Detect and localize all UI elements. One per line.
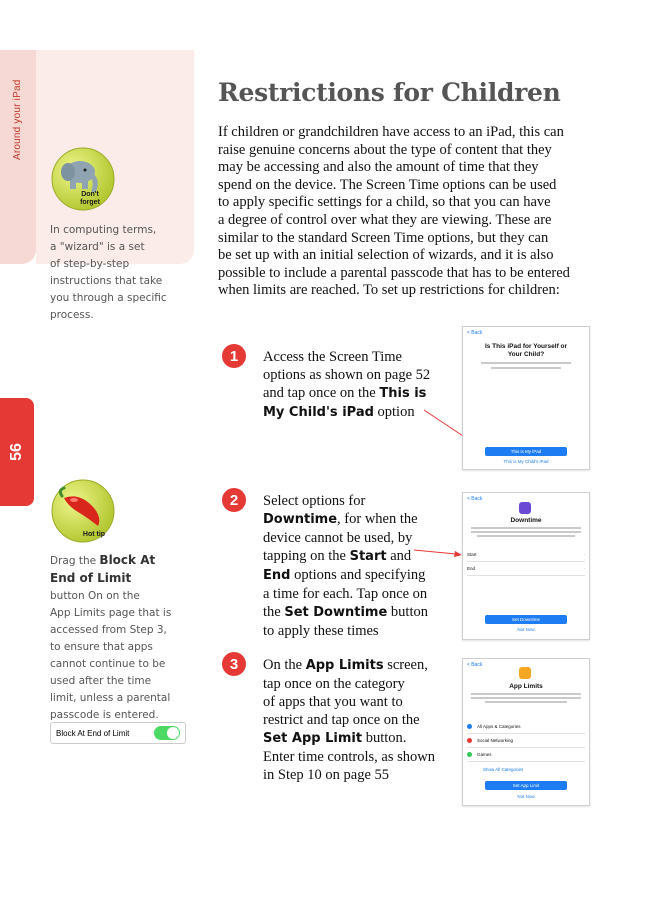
step-line: tap once on the category (263, 676, 405, 692)
intro-line: spend on the device. The Screen Time options can be used (218, 176, 557, 193)
step-bold: Set Downtime (284, 605, 388, 620)
step-line (263, 729, 447, 748)
dont-forget-line: a "wizard" is a set (50, 241, 145, 253)
button-label: Set Downtime (511, 617, 540, 622)
screen-title: Downtime (510, 517, 542, 524)
row-value: · (583, 552, 585, 557)
step-span: button (390, 604, 428, 620)
step-span: the (263, 604, 281, 620)
hot-tip-line: passcode is entered. (50, 709, 159, 721)
dont-forget-line: you through a specific (50, 292, 167, 304)
not-now-link: Not Now (517, 794, 535, 799)
step-bold: This is (379, 386, 427, 401)
intro-line: be set up with an initial selection of wizards, and it is also (218, 247, 554, 264)
step-line: device cannot be used, by (263, 530, 413, 546)
row-label: Start (467, 552, 477, 557)
screen-desc-line (471, 527, 581, 529)
step-1-number: 1 (222, 344, 246, 368)
intro-paragraph (218, 124, 598, 300)
back-link: < Back (467, 496, 483, 502)
step-bold: My Child's iPad (263, 405, 374, 420)
screenshot-downtime (462, 492, 590, 640)
downtime-icon (519, 502, 531, 514)
step-line: options as shown on page 52 (263, 367, 431, 383)
screen-desc-line (481, 362, 571, 364)
button-label: Set App Limit (512, 783, 540, 788)
step-bold: Start (349, 549, 387, 564)
button-label: This is My iPad (510, 449, 542, 454)
step-bold: Set App Limit (263, 731, 363, 746)
hot-tip-line: used after the time (50, 675, 152, 687)
step-line (263, 566, 447, 585)
dont-forget-badge-line1: Don't (81, 191, 99, 198)
intro-line: similar to the standard Screen Time options, but they can (218, 229, 549, 246)
hot-tip-text (50, 552, 192, 724)
screen-desc-line (471, 531, 581, 533)
step-line: restrict and tap once on the (263, 712, 420, 728)
intro-line: when limits are reached. To set up restrictions for children: (218, 282, 560, 299)
pointer-arrow-2 (412, 546, 464, 560)
hot-tip-first-line (50, 552, 192, 570)
page-title: Restrictions for Children (218, 78, 561, 107)
screen-desc-line (491, 367, 561, 369)
section-label: Around your iPad (12, 79, 23, 160)
intro-line: a degree of control over what they are viewing. These are (218, 211, 552, 228)
hot-tip-line: accessed from Step 3, (50, 624, 167, 636)
set-downtime-button (485, 615, 567, 624)
step-line (263, 656, 447, 675)
dont-forget-line: process. (50, 309, 94, 321)
step-span: screen, (387, 657, 428, 673)
not-now-link: Not Now (517, 627, 535, 632)
step-span: button. (365, 730, 407, 746)
step-span: and tap once on the (263, 385, 376, 401)
page-number-tab (0, 398, 34, 506)
category-row (467, 721, 585, 734)
intro-line: possible to include a parental passcode that has to be entered (218, 264, 570, 281)
step-span: and (390, 548, 412, 564)
dont-forget-text (50, 222, 192, 324)
row-label: End (467, 566, 476, 571)
row-label: All Apps & Categories (477, 724, 521, 729)
step-span: tapping on the (263, 548, 346, 564)
start-row (467, 549, 585, 562)
screenshot-app-limits (462, 658, 590, 806)
row-label: Social Networking (477, 738, 514, 743)
this-is-my-ipad-button (485, 447, 567, 456)
screen-title-line2: Your Child? (507, 351, 545, 358)
screen-desc-line (477, 535, 575, 537)
step-span: options and specifying (294, 567, 426, 583)
step-line: in Step 10 on page 55 (263, 767, 390, 783)
screen-title: App Limits (509, 683, 543, 690)
page-number: 56 (7, 443, 25, 461)
category-dot (467, 724, 472, 729)
step-line: Enter time controls, as shown (263, 749, 435, 765)
hot-tip-chili-icon (50, 478, 116, 544)
hot-tip-second-line (50, 570, 192, 588)
step-2-text (263, 492, 447, 640)
step-3-number: 3 (222, 652, 246, 676)
hot-tip-line: cannot continue to be (50, 658, 166, 670)
end-row (467, 563, 585, 576)
step-3-text (263, 656, 447, 784)
row-value: · (583, 566, 585, 571)
screen-desc-line (485, 701, 567, 703)
hot-tip-badge-label: Hot tip (82, 531, 106, 538)
step-line (263, 384, 447, 403)
category-row (467, 735, 585, 748)
hot-tip-line: to ensure that apps (50, 641, 153, 653)
hot-tip-line: limit, unless a parental (50, 692, 171, 704)
screen-desc-line (471, 693, 581, 695)
intro-line: may be accessing and also the amount of time that they (218, 159, 539, 176)
step-bold: Downtime (263, 512, 338, 527)
toggle-switch (154, 726, 180, 740)
dont-forget-line: In computing terms, (50, 224, 157, 236)
category-dot (467, 738, 472, 743)
step-bold: End (263, 568, 291, 583)
dont-forget-elephant-icon (50, 146, 116, 212)
block-at-end-of-limit-setting (50, 722, 186, 744)
step-span: option (377, 404, 415, 420)
screen-title-line1: Is This iPad for Yourself or (484, 343, 568, 350)
hot-tip-bold2: End of Limit (50, 571, 132, 585)
category-row (467, 749, 585, 762)
hot-tip-bold1: Block At (99, 553, 156, 567)
back-link: < Back (467, 330, 483, 336)
intro-line: to apply specific settings for a child, so that you can have (218, 194, 551, 211)
intro-line: If children or grandchildren have access to an iPad, this can (218, 124, 564, 140)
step-line (263, 603, 447, 622)
app-limits-icon (519, 667, 531, 679)
hot-tip-line: button On on the (50, 590, 140, 602)
dont-forget-badge-line2: forget (80, 199, 100, 206)
screen-desc-line (471, 697, 581, 699)
toggle-label: Block At End of Limit (56, 728, 130, 738)
hot-tip-pre: Drag the (50, 555, 97, 567)
step-line (263, 510, 447, 529)
show-all-categories-link: Show All Categories (483, 767, 524, 772)
step-line: to apply these times (263, 623, 379, 639)
step-line: Select options for (263, 493, 366, 509)
dont-forget-line: of step-by-step (50, 258, 130, 270)
set-app-limit-button (485, 781, 567, 790)
step-span: On the (263, 657, 303, 673)
back-link: < Back (467, 662, 483, 668)
screenshot-child-ipad (462, 326, 590, 470)
step-bold: App Limits (305, 658, 384, 673)
step-line: a time for each. Tap once on (263, 586, 428, 602)
hot-tip-line: App Limits page that is (50, 607, 172, 619)
category-dot (467, 752, 472, 757)
dont-forget-line: instructions that take (50, 275, 163, 287)
step-2-number: 2 (222, 488, 246, 512)
step-line: Access the Screen Time (263, 349, 402, 365)
step-line: of apps that you want to (263, 694, 403, 710)
intro-line: raise genuine concerns about the type of content that they (218, 141, 552, 158)
row-label: Games (477, 752, 492, 757)
my-childs-ipad-link: This is My Child's iPad (503, 459, 549, 464)
step-span: , for when the (337, 511, 418, 527)
